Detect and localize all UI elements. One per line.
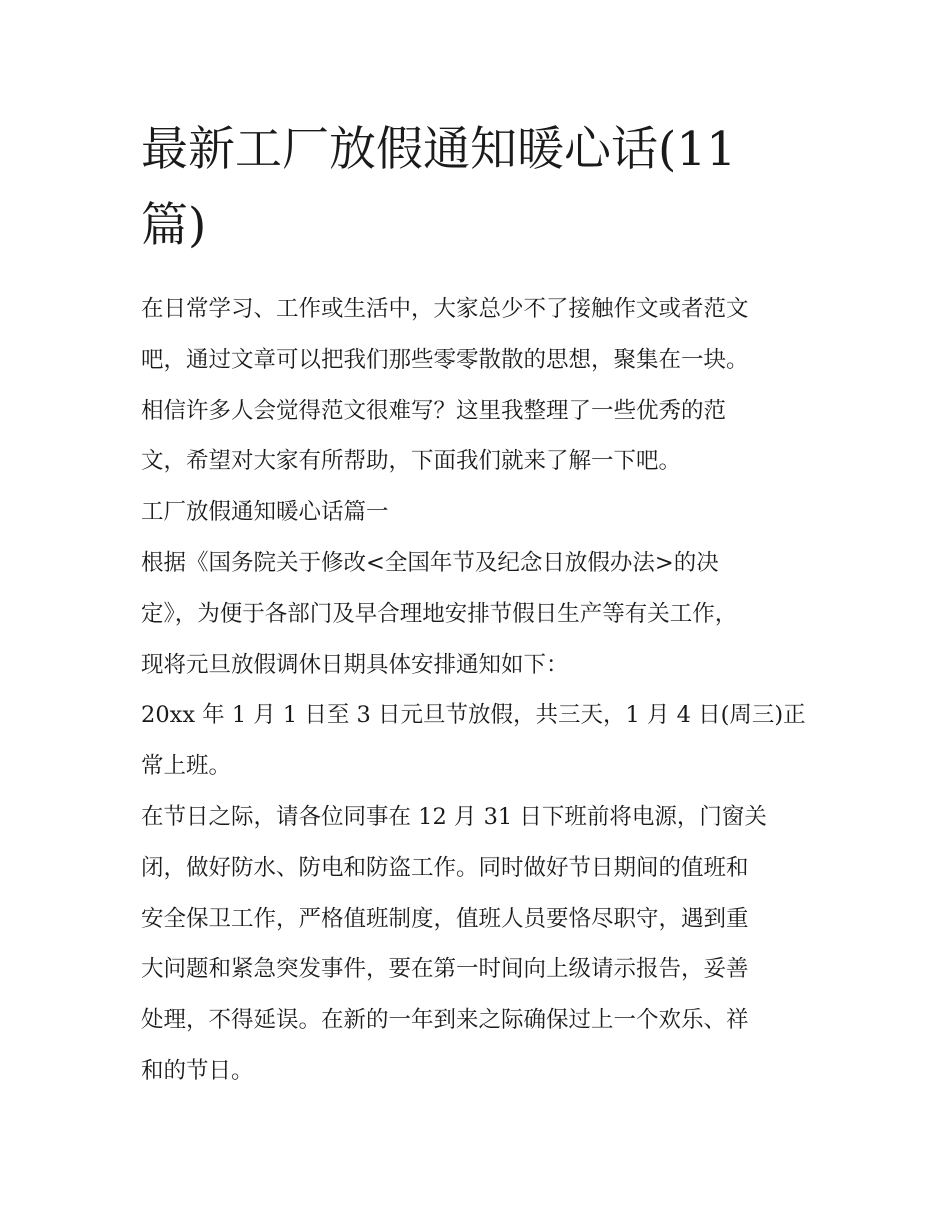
text-line: 处理，不得延误。在新的一年到来之际确保过上一个欢乐、祥 [141,1007,749,1034]
text-line: 根据《国务院关于修改<全国年节及纪念日放假办法>的决 [141,549,719,576]
document-page [141,112,813,1097]
text-line: 工厂放假通知暖心话篇一 [141,499,389,526]
section-heading [141,487,813,538]
holiday-dates-paragraph [141,690,813,792]
title-line: 篇) [141,198,207,253]
text-line: 20xx 年 1 月 1 日至 3 日元旦节放假，共三天，1 月 4 日(周三)正 [141,702,806,729]
notice-paragraph [141,538,813,690]
document-body [141,284,813,1097]
text-line: 大问题和紧急突发事件，要在第一时间向上级请示报告，妥善 [141,956,749,983]
text-line: 吧，通过文章可以把我们那些零零散散的思想，聚集在一块。 [141,346,749,373]
text-line: 定》，为便于各部门及早合理地安排节假日生产等有关工作， [141,600,738,627]
text-line: 安全保卫工作，严格值班制度，值班人员要恪尽职守，遇到重 [141,905,749,932]
document-title [141,112,813,264]
text-line: 现将元旦放假调休日期具体安排通知如下： [141,651,569,678]
text-line: 和的节日。 [141,1057,254,1084]
text-line: 闭，做好防水、防电和防盗工作。同时做好节日期间的值班和 [141,854,749,881]
intro-paragraph [141,284,813,487]
text-line: 相信许多人会觉得范文很难写？这里我整理了一些优秀的范 [141,397,727,424]
text-line: 在节日之际，请各位同事在 12 月 31 日下班前将电源，门窗关 [141,803,767,830]
safety-paragraph [141,792,813,1097]
text-line: 在日常学习、工作或生活中，大家总少不了接触作文或者范文 [141,296,749,322]
text-line: 常上班。 [141,753,232,780]
title-line: 最新工厂放假通知暖心话(11 [141,122,737,177]
text-line: 文，希望对大家有所帮助，下面我们就来了解一下吧。 [141,448,682,475]
